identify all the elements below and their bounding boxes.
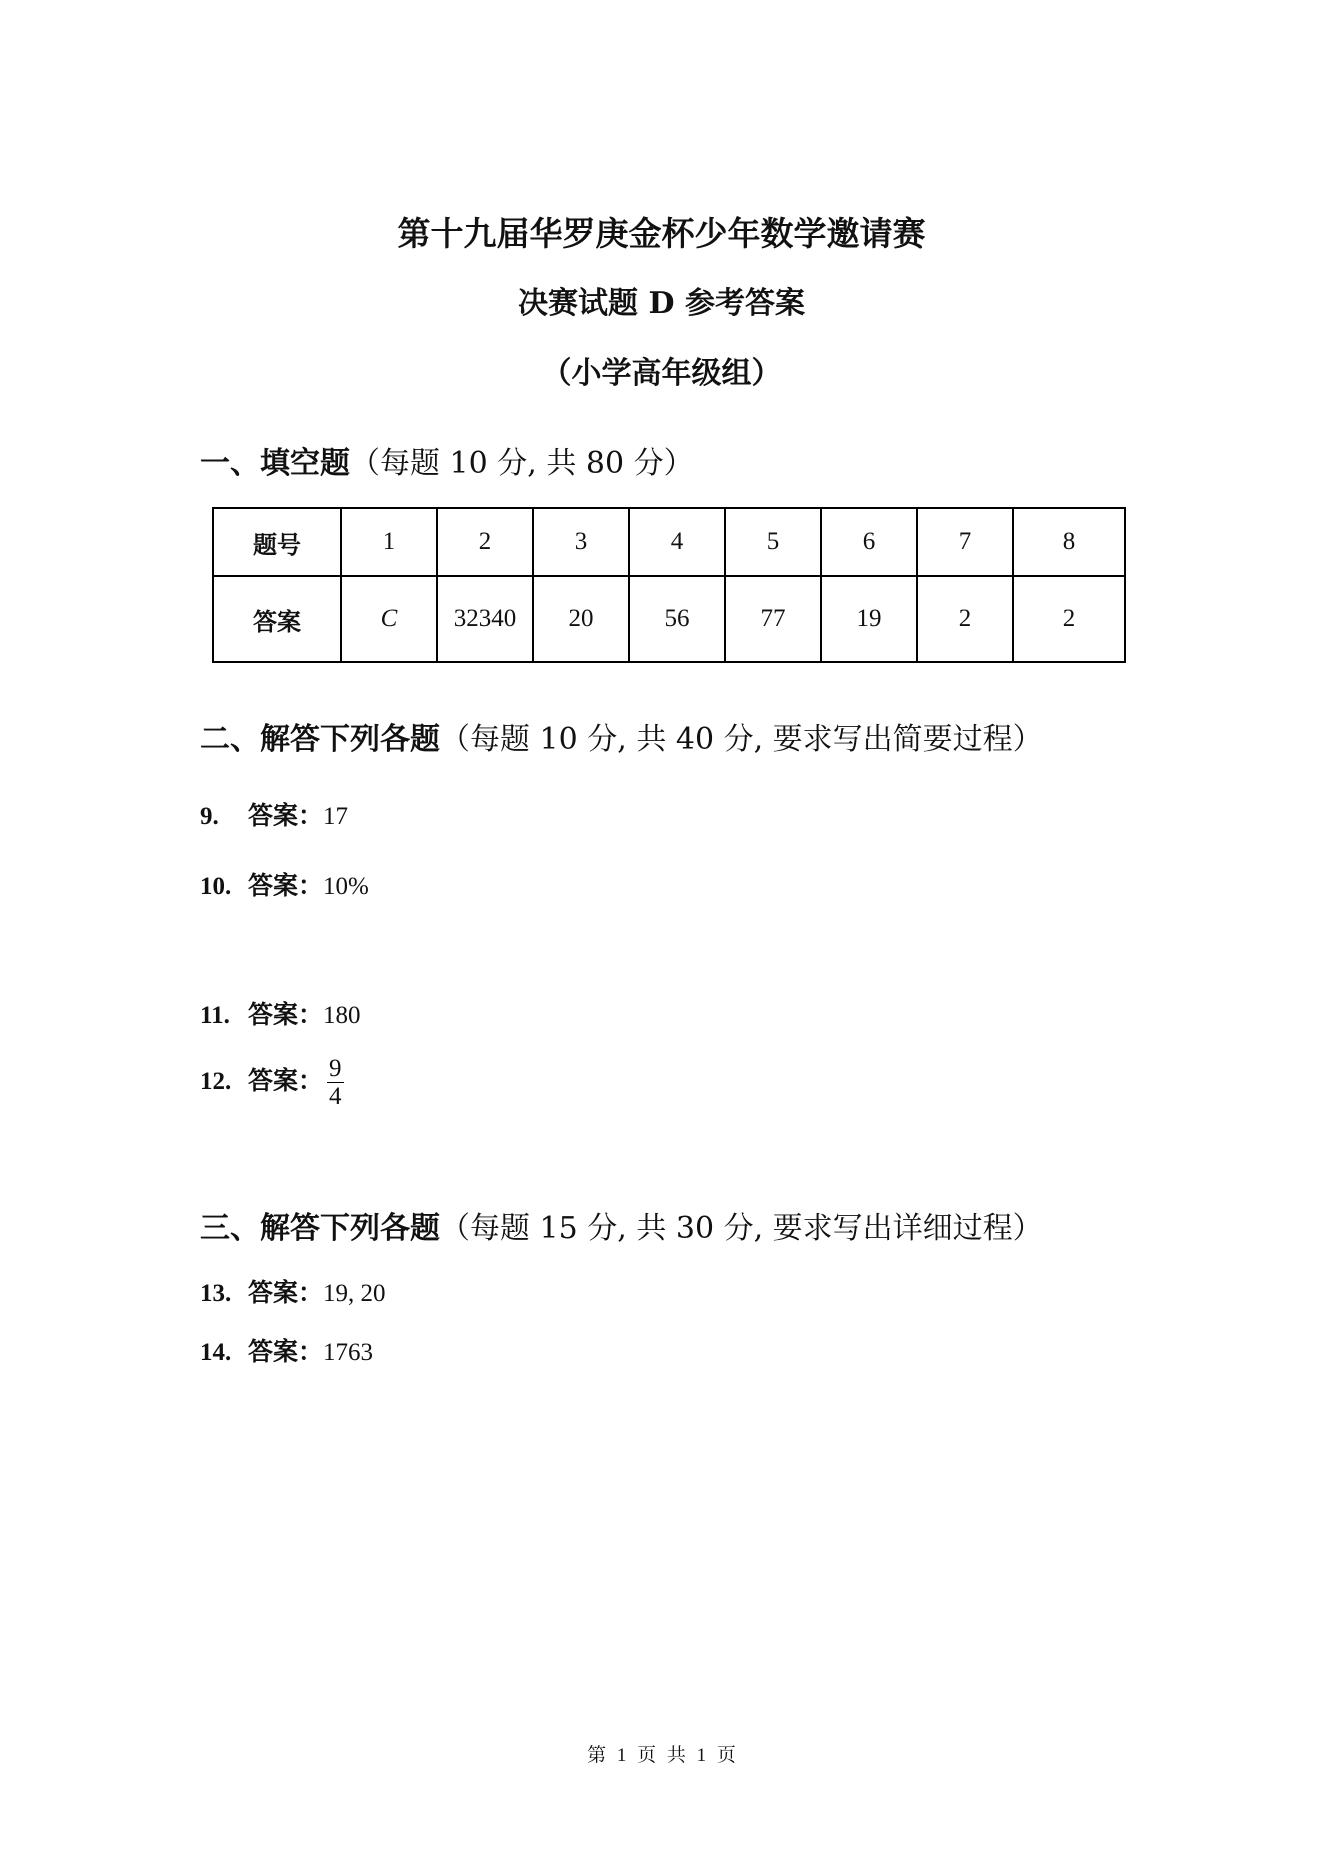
item-value: 17 — [323, 803, 349, 830]
answer-cell: 2 — [917, 576, 1013, 662]
question-number-cell: 4 — [629, 508, 725, 576]
fraction-numerator: 9 — [329, 1055, 342, 1082]
answer-table — [212, 507, 1126, 663]
answer-item-12 — [200, 1056, 344, 1111]
section-3-heading — [200, 1203, 1043, 1247]
item-number: 10. — [200, 873, 232, 900]
answer-cell: 32340 — [437, 576, 533, 662]
item-label: 答案： — [248, 1000, 324, 1029]
page-footer: 第 1 页 共 1 页 — [587, 1745, 736, 1766]
question-number-cell: 7 — [917, 508, 1013, 576]
section-1-heading — [200, 438, 694, 482]
fraction-denominator: 4 — [329, 1083, 342, 1110]
section-2-title: 二、解答下列各题 — [200, 722, 440, 757]
answer-item-11 — [200, 995, 361, 1031]
item-number: 11. — [200, 1002, 230, 1029]
item-label: 答案： — [248, 871, 324, 900]
section-2-note: （每题 10 分, 共 40 分, 要求写出简要过程） — [440, 722, 1043, 757]
section-2-heading — [200, 714, 1043, 758]
answer-cell: 56 — [629, 576, 725, 662]
question-number-cell: 1 — [341, 508, 437, 576]
answer-cell: 77 — [725, 576, 821, 662]
answer-item-10 — [200, 866, 369, 902]
table-row-numbers — [213, 508, 1125, 576]
item-label: 答案： — [248, 801, 324, 830]
item-value: 10% — [323, 873, 369, 900]
fraction-value — [327, 1056, 344, 1111]
item-value: 1763 — [323, 1339, 374, 1366]
item-value: 19, 20 — [323, 1280, 386, 1307]
item-value: 180 — [323, 1002, 361, 1029]
section-1-note: （每题 10 分, 共 80 分） — [350, 446, 694, 481]
answer-cell: 20 — [533, 576, 629, 662]
row-label-number: 题号 — [213, 508, 341, 576]
group-label: （小学高年级组） — [541, 356, 782, 391]
answer-item-9 — [200, 796, 348, 832]
section-3-note: （每题 15 分, 共 30 分, 要求写出详细过程） — [440, 1211, 1043, 1246]
question-number-cell: 8 — [1013, 508, 1125, 576]
item-number: 13. — [200, 1280, 232, 1307]
item-number: 12. — [200, 1068, 232, 1096]
item-label: 答案： — [248, 1066, 324, 1096]
answer-item-13 — [200, 1273, 386, 1309]
item-number: 14. — [200, 1339, 232, 1366]
document-title: 第十九届华罗庚金杯少年数学邀请赛 — [397, 214, 926, 253]
answer-cell: C — [341, 576, 437, 662]
answer-cell: 2 — [1013, 576, 1125, 662]
section-3-title: 三、解答下列各题 — [200, 1211, 440, 1246]
document-subtitle: 决赛试题 D 参考答案 — [518, 286, 805, 321]
question-number-cell: 6 — [821, 508, 917, 576]
question-number-cell: 3 — [533, 508, 629, 576]
section-1-title: 一、填空题 — [200, 446, 350, 481]
item-label: 答案： — [248, 1337, 324, 1366]
row-label-answer: 答案 — [213, 576, 341, 662]
question-number-cell: 2 — [437, 508, 533, 576]
answer-item-14 — [200, 1332, 373, 1368]
table-row-answers — [213, 576, 1125, 662]
item-number: 9. — [200, 803, 219, 830]
answer-cell: 19 — [821, 576, 917, 662]
question-number-cell: 5 — [725, 508, 821, 576]
item-label: 答案： — [248, 1278, 324, 1307]
